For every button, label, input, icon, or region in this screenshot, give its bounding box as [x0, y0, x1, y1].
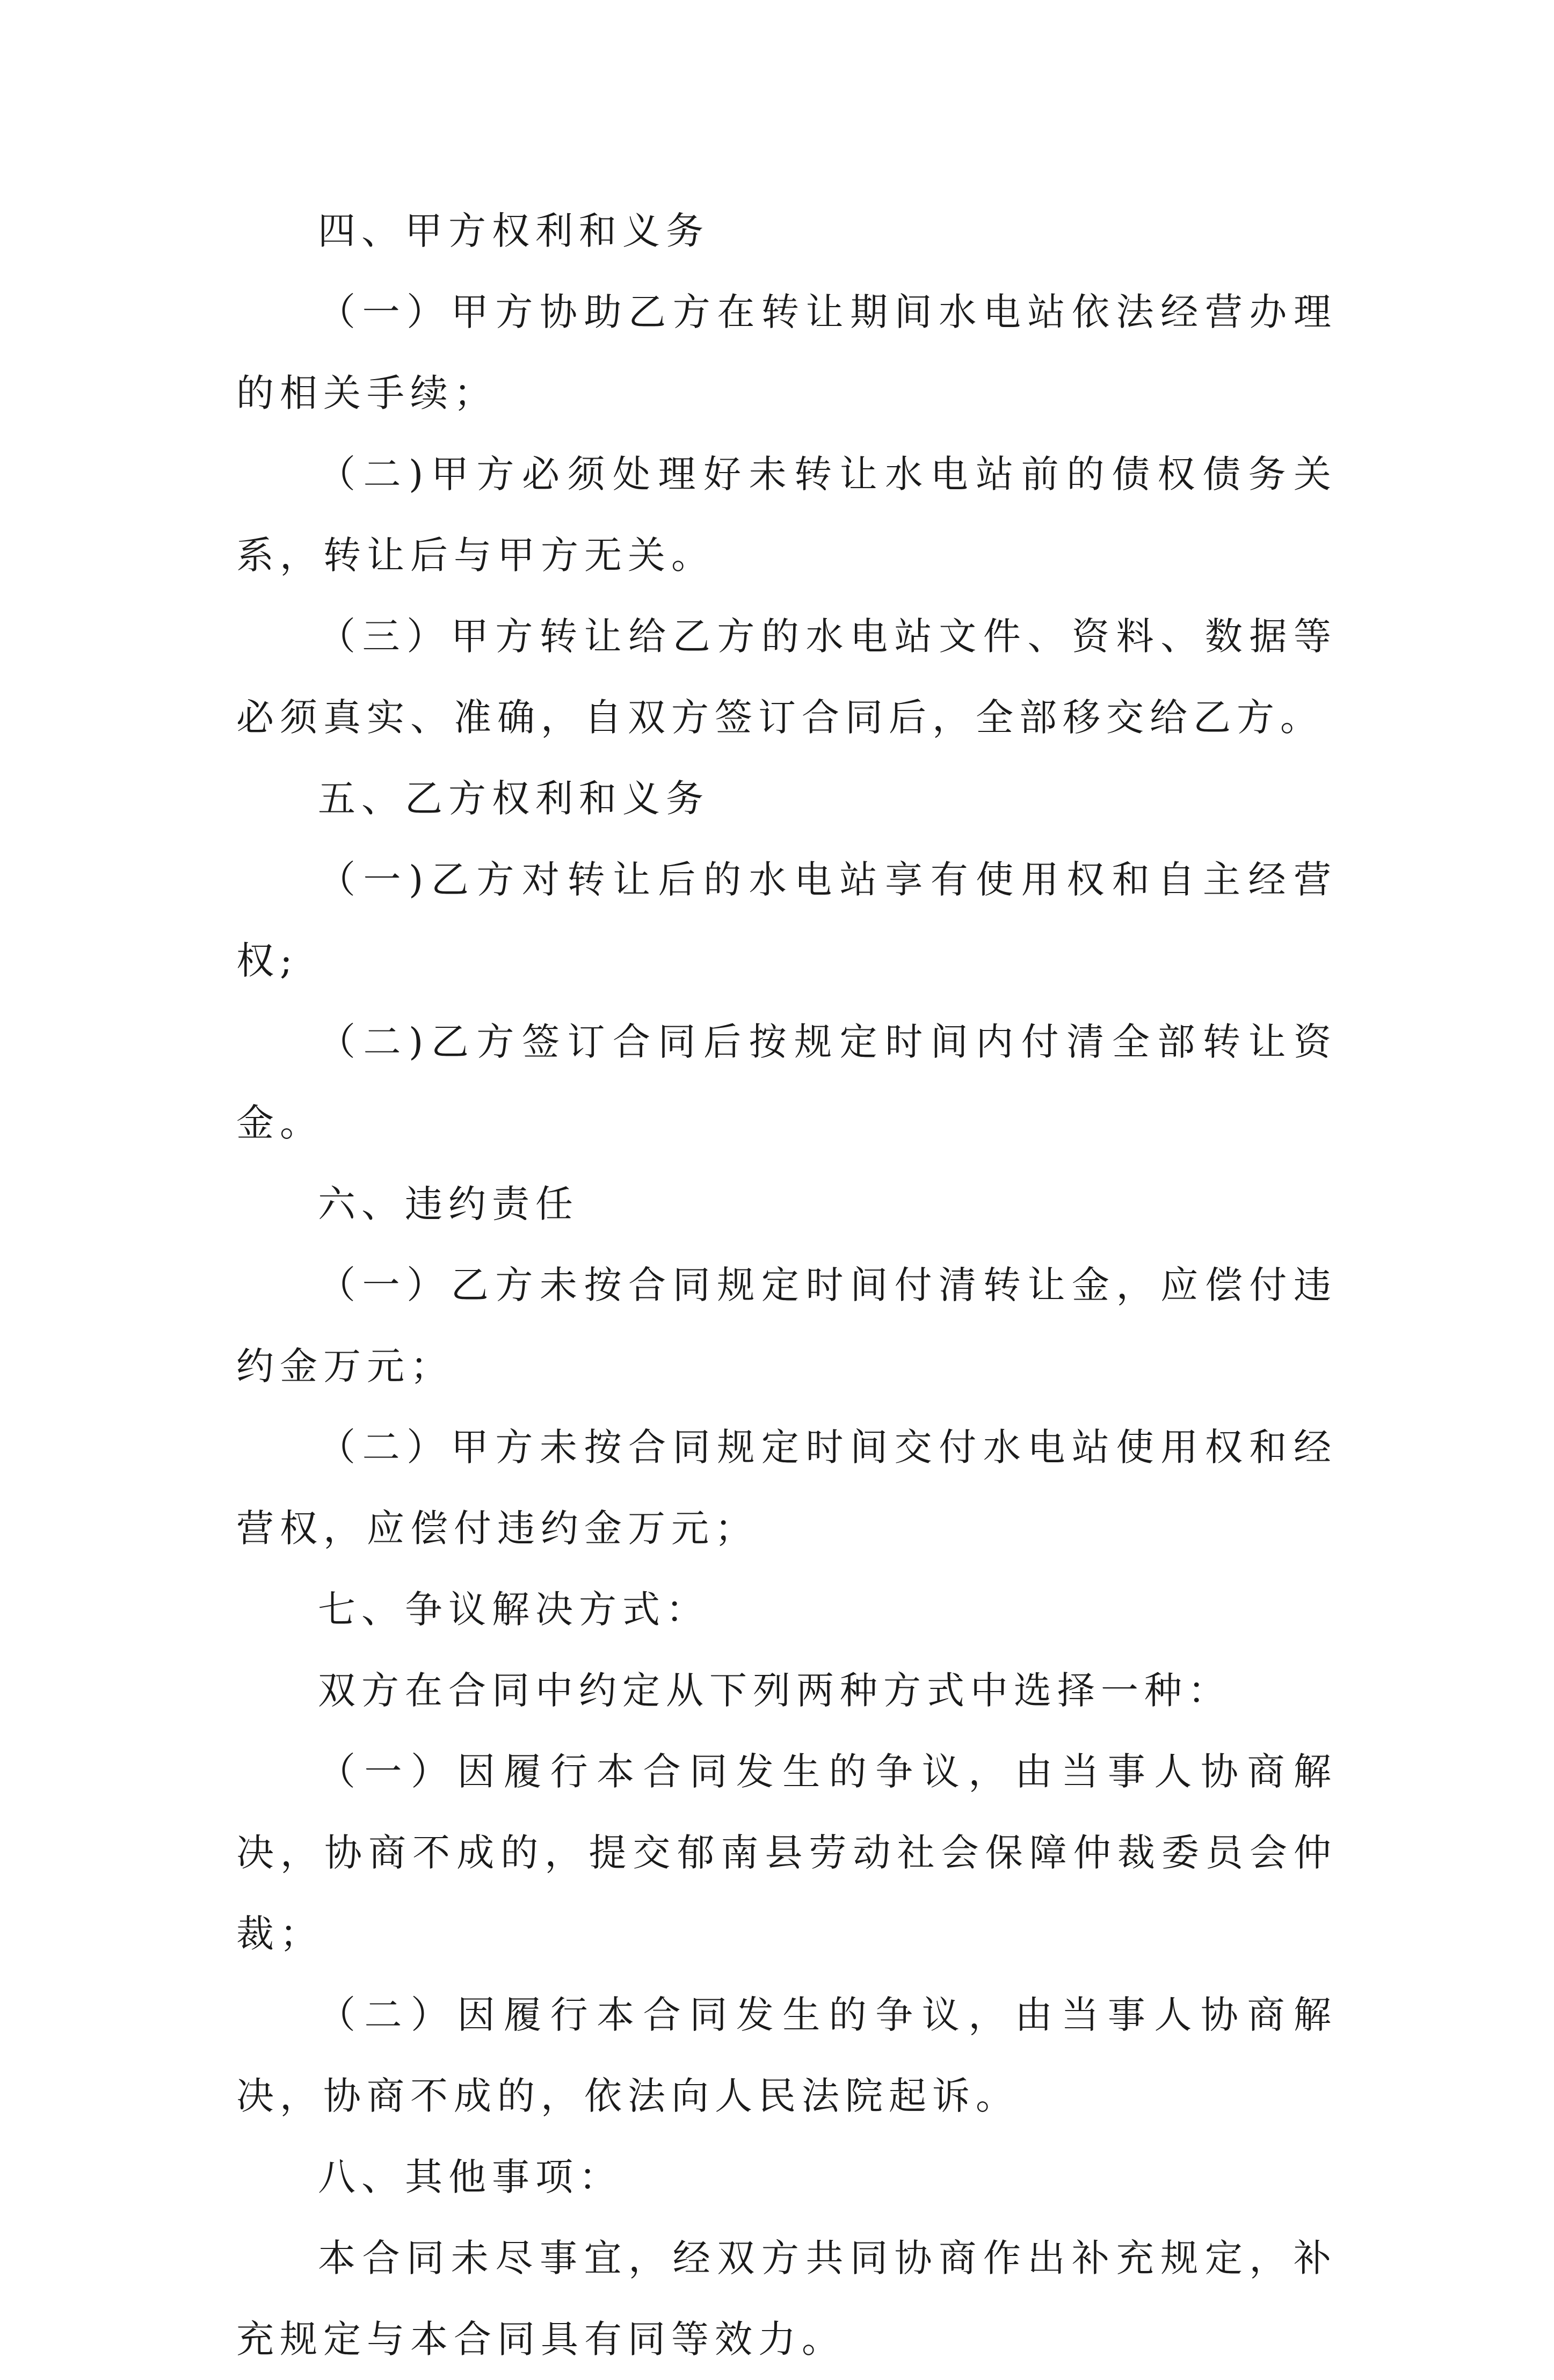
clause-party-a-1: （一）甲方协助乙方在转让期间水电站依法经营办理的相关手续；	[236, 290, 1337, 415]
clause-other-1: 本合同未尽事宜，经双方共同协商作出补充规定，补充规定与本合同具有同等效力。	[236, 2236, 1337, 2361]
document-body	[236, 191, 1337, 2380]
dispute-intro: 双方在合同中约定从下列两种方式中选择一种：	[318, 1668, 1231, 1713]
clause-breach-2: （二）甲方未按合同规定时间交付水电站使用权和经营权，应偿付违约金万元；	[236, 1425, 1337, 1550]
section-heading-other-matters: 八、其他事项：	[318, 2155, 622, 2199]
section-heading-party-a-rights: 四、甲方权利和义务	[318, 209, 709, 253]
clause-breach-1: （一）乙方未按合同规定时间付清转让金，应偿付违约金万元；	[236, 1263, 1337, 1388]
section-heading-party-b-rights: 五、乙方权利和义务	[318, 777, 709, 821]
clause-party-a-2: （二)甲方必须处理好未转让水电站前的债权债务关系，转让后与甲方无关。	[236, 452, 1337, 577]
section-heading-dispute-resolution: 七、争议解决方式：	[318, 1587, 709, 1631]
clause-party-b-1: （一)乙方对转让后的水电站享有使用权和自主经营权;	[236, 858, 1337, 983]
section-heading-breach-liability: 六、违约责任	[318, 1182, 579, 1226]
clause-dispute-2: （二）因履行本合同发生的争议，由当事人协商解决，协商不成的，依法向人民法院起诉。	[236, 1993, 1337, 2118]
clause-party-a-3: （三）甲方转让给乙方的水电站文件、资料、数据等必须真实、准确，自双方签订合同后，全部移交给乙方。	[236, 614, 1337, 739]
clause-party-b-2: （二)乙方签订合同后按规定时间内付清全部转让资金。	[236, 1020, 1337, 1145]
clause-dispute-1: （一）因履行本合同发生的争议，由当事人协商解决，协商不成的，提交郁南县劳动社会保障仲裁委员会仲裁；	[236, 1750, 1337, 1956]
